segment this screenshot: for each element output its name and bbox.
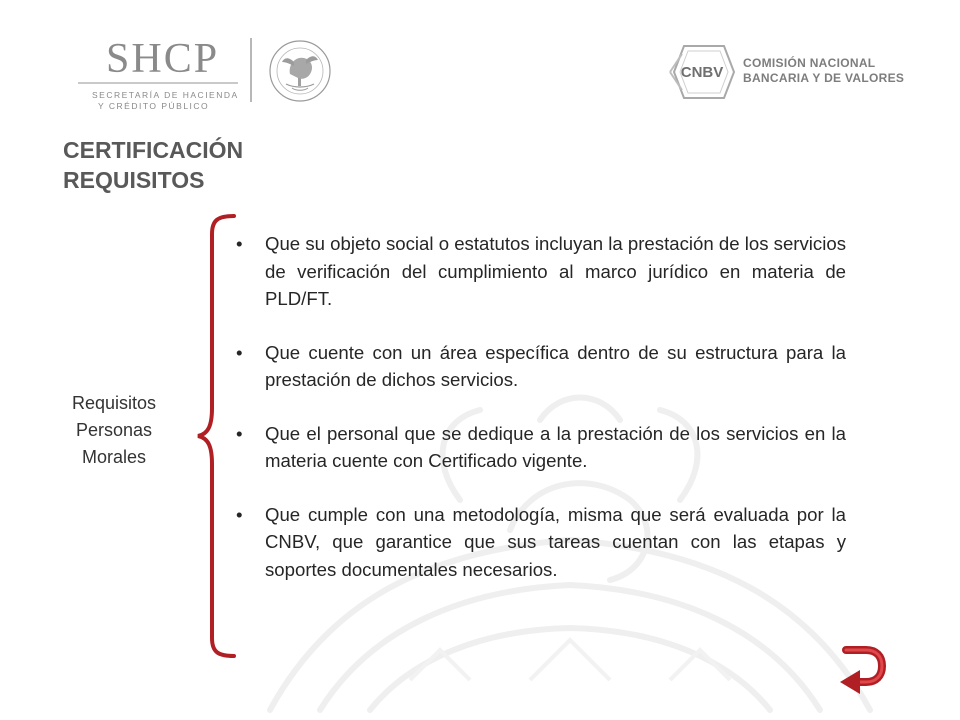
shcp-wordmark: SHCP	[106, 36, 220, 82]
requirements-list	[236, 230, 846, 609]
bullet-marker: •	[236, 503, 243, 525]
slide-title-line1: CERTIFICACIÓN	[63, 137, 244, 163]
cnbv-badge-text: CNBV	[680, 64, 724, 81]
shcp-subtitle-line1: SECRETARÍA DE HACIENDA	[92, 90, 239, 100]
list-item	[236, 230, 846, 313]
category-label-line3: Morales	[81, 447, 147, 467]
mexican-coat-of-arms-icon	[264, 38, 336, 104]
logo-divider	[250, 38, 252, 102]
shcp-subtitle-line2: Y CRÉDITO PÚBLICO	[98, 101, 210, 111]
slide-title	[63, 135, 243, 195]
list-item	[236, 339, 846, 394]
cnbv-name-line2: BANCARIA Y DE VALORES	[743, 71, 905, 85]
cnbv-name-line1: COMISIÓN NACIONAL	[743, 56, 876, 70]
list-item-text: Que el personal que se dedique a la prestación de los servicios en la materia cuente con Certificado vigente.	[265, 422, 846, 471]
return-arrow-icon[interactable]	[836, 642, 886, 694]
bullet-marker: •	[236, 422, 243, 444]
shcp-logo	[78, 36, 348, 111]
cnbv-logo	[666, 44, 905, 100]
cnbv-badge-icon	[666, 44, 736, 100]
category-label-line2: Personas	[75, 420, 153, 440]
slide-title-line2: REQUISITOS	[63, 167, 205, 193]
list-item	[236, 420, 846, 475]
list-item	[236, 501, 846, 584]
list-item-text: Que cumple con una metodología, misma que será evaluada por la CNBV, que garantice que sus tareas cuentan con las etapas y soportes documentales necesarios.	[265, 503, 846, 580]
bullet-marker: •	[236, 341, 243, 363]
requirements-category-label	[46, 390, 182, 471]
bullet-marker: •	[236, 233, 243, 254]
list-item-text: Que su objeto social o estatutos incluyan la prestación de los servicios de verificación del cumplimiento al marco jurídico en materia de PLD/FT.	[265, 233, 846, 309]
category-label-line1: Requisitos	[71, 393, 157, 413]
shcp-underline	[78, 82, 238, 84]
list-item-text: Que cuente con un área específica dentro de su estructura para la prestación de dichos servicios.	[265, 341, 846, 390]
